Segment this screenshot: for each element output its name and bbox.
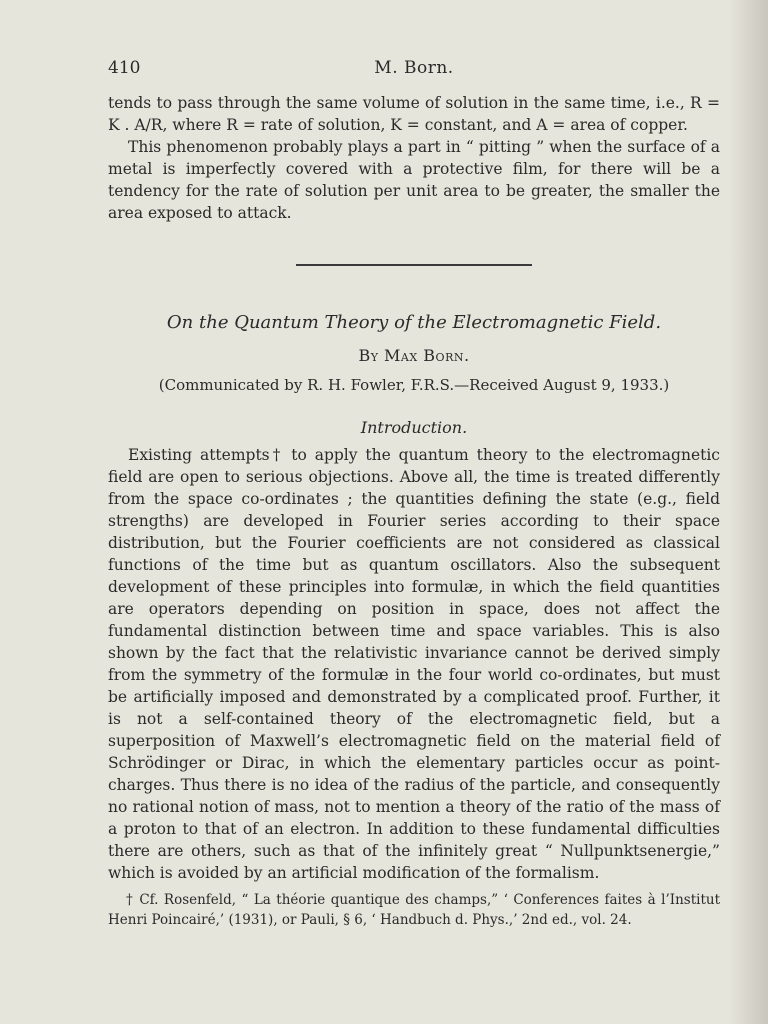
previous-paragraph-2: This phenomenon probably plays a part in “ pitting ” when the surface of a metal is imperfectly covered with a protective film, for there will be a tendency for the rate of solution per unit area to be greater, the smaller the area exposed to attack. [108, 138, 720, 222]
page-header [108, 58, 720, 82]
running-head: M. Born. [374, 58, 454, 78]
communicated-note: (Communicated by R. H. Fowler, F.R.S.—Received August 9, 1933.) [158, 376, 670, 394]
section-heading-introduction: Introduction. [360, 418, 468, 437]
previous-paragraph-1: tends to pass through the same volume of solution in the same time, i.e., R = K . A/R, where R = rate of solution, K = constant, and A = area of copper. [108, 94, 720, 134]
footnote: † Cf. Rosenfeld, “ La théorie quantique des champs,” ‘ Conferences faites à l’Institut Henri Poincairé,’ (1931), or Pauli, § 6, ‘ Handbuch d. Phys.,’ 2nd ed., vol. 24. [108, 892, 720, 928]
section-divider-rule [296, 264, 532, 266]
article-title: On the Quantum Theory of the Electromagnetic Field. [166, 312, 662, 333]
page-edge-shadow [728, 0, 768, 1024]
page-number: 410 [108, 58, 141, 78]
introduction-paragraph: Existing attempts† to apply the quantum theory to the electromagnetic field are open to serious objections. Above all, the time is treated differently from the space co-ordinates ; the quantities defining the state (e.g., field strengths) are developed in Fourier series according to their space distribution, but the Fourier coefficients are not considered as classical functions of the time but as quantum oscillators. Also the subsequent development of these principles into formulæ, in which the field quantities are operators depending on position in space, does not affect the fundamental distinction between time and space variables. This is also shown by the fact that the relativistic invariance cannot be derived simply from the symmetry of the formulæ in the four world co-ordinates, but must be artificially imposed and demonstrated by a complicated proof. Further, it is not a self-contained theory of the electromagnetic field, but a superposition of Maxwell’s electromagnetic field on the material field of Schrödinger or Dirac, in which the elementary particles occur as point-charges. Thus there is no idea of the radius of the particle, and consequently no rational notion of mass, not to mention a theory of the ratio of the mass of a proton to that of an electron. In addition to these fundamental difficulties there are others, such as that of the infinitely great “ Nullpunktsenergie,” which is avoided by an artificial modification of the formalism. [108, 446, 720, 882]
article-body [108, 444, 720, 884]
article-byline: By Max Born. [358, 346, 470, 365]
previous-article-text [108, 92, 720, 224]
